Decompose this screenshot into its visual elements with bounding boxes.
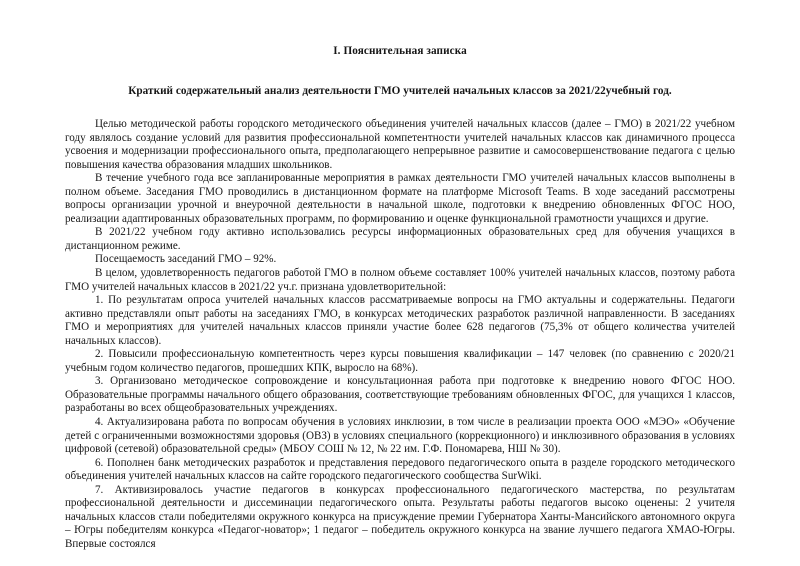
document-subtitle: Краткий содержательный анализ деятельности ГМО учителей начальных классов за 2021/22учебный год. (128, 85, 672, 97)
paragraph-resources: В 2021/22 учебном году активно использовались ресурсы информационных образовательных сред для обучения учащихся в дистанционном режиме. (65, 226, 735, 252)
paragraph-intro: Целью методической работы городского методического объединения учителей начальных классов (далее – ГМО) в 2021/22 учебном году являлось создание условий для развития профессиональной компетентности учителей начальных классов как динамичного процесса усвоения и модернизации профессионального опыта, предполагающего непрерывное развитие и самосовершенствование педагога с целью повышения качества образования младших школьников. (65, 118, 735, 171)
document-body (65, 118, 735, 552)
paragraph-satisfaction: В целом, удовлетворенность педагогов работой ГМО в полном объеме составляет 100% учителей начальных классов, поэтому работа ГМО учителей начальных классов в 2021/22 уч.г. признана удовлетворительной: (65, 267, 735, 293)
list-item-1: 1. По результатам опроса учителей начальных классов рассматриваемые вопросы на ГМО актуальны и содержательны. Педагоги активно представляли опыт работы на заседаниях ГМО, в конкурсах методических разработок различной направленности. В заседаниях ГМО и мероприятиях для учителей начальных классов приняли участие более 628 педагогов (75,3% от общего количества учителей начальных классов). (65, 294, 735, 347)
page-title: I. Пояснительная записка (333, 45, 467, 57)
list-item-4: 4. Актуализирована работа по вопросам обучения в условиях инклюзии, в том числе в реализации проекта ООО «МЭО» «Обучение детей с ограниченными возможностями здоровья (ОВЗ) в условиях специального (коррекционного) и инклюзивного образования в условиях цифровой (сетевой) образовательной среды» (МБОУ СОШ № 12, № 22 им. Г.Ф. Пономарева, НШ № 30). (65, 416, 735, 456)
list-item-3: 3. Организовано методическое сопровождение и консультационная работа при подготовке к внедрению нового ФГОС НОО. Образовательные программы начального общего образования, соответствующие требованиям обновленных ФГОС, для учащихся 1 классов, разработаны во всех общеобразовательных учреждениях. (65, 375, 735, 415)
list-item-6: 6. Пополнен банк методических разработок и представления передового педагогического опыта в разделе городского методического объединения учителей начальных классов на сайте городского педагогического сообщества SurWiki. (65, 456, 735, 483)
list-item-7: 7. Активизировалось участие педагогов в конкурсах профессионального педагогического мастерства, по результатам профессиональной деятельности и диссеминации педагогического опыта. Результаты работы педагогов высоко оценены: 2 учителя начальных классов стали победителями окружного конкурса на присуждение премии Губернатора Ханты-Мансийского автономного округа – Югры победителям конкурса «Педагог-новатор»; 1 педагог – победитель окружного конкурса на звание лучшего педагога ХМАО-Югры. Впервые состоялся (65, 483, 735, 550)
list-item-2: 2. Повысили профессиональную компетентность через курсы повышения квалификации – 147 человек (по сравнению с 2020/21 учебным годом количество педагогов, прошедших КПК, выросло на 68%). (65, 348, 735, 374)
paragraph-attendance: Посещаемость заседаний ГМО – 92%. (95, 253, 277, 266)
paragraph-activities: В течение учебного года все запланированные мероприятия в рамках деятельности ГМО учителей начальных классов выполнены в полном объеме. Заседания ГМО проводились в дистанционном формате на платформе Microsoft Teams. В ходе заседаний рассмотрены вопросы организации урочной и внеурочной деятельности в начальной школе, подготовки к внедрению обновленных ФГОС НОО, реализации адаптированных образовательных программ, по формированию и оценке функциональной грамотности учащихся и другие. (65, 172, 735, 225)
